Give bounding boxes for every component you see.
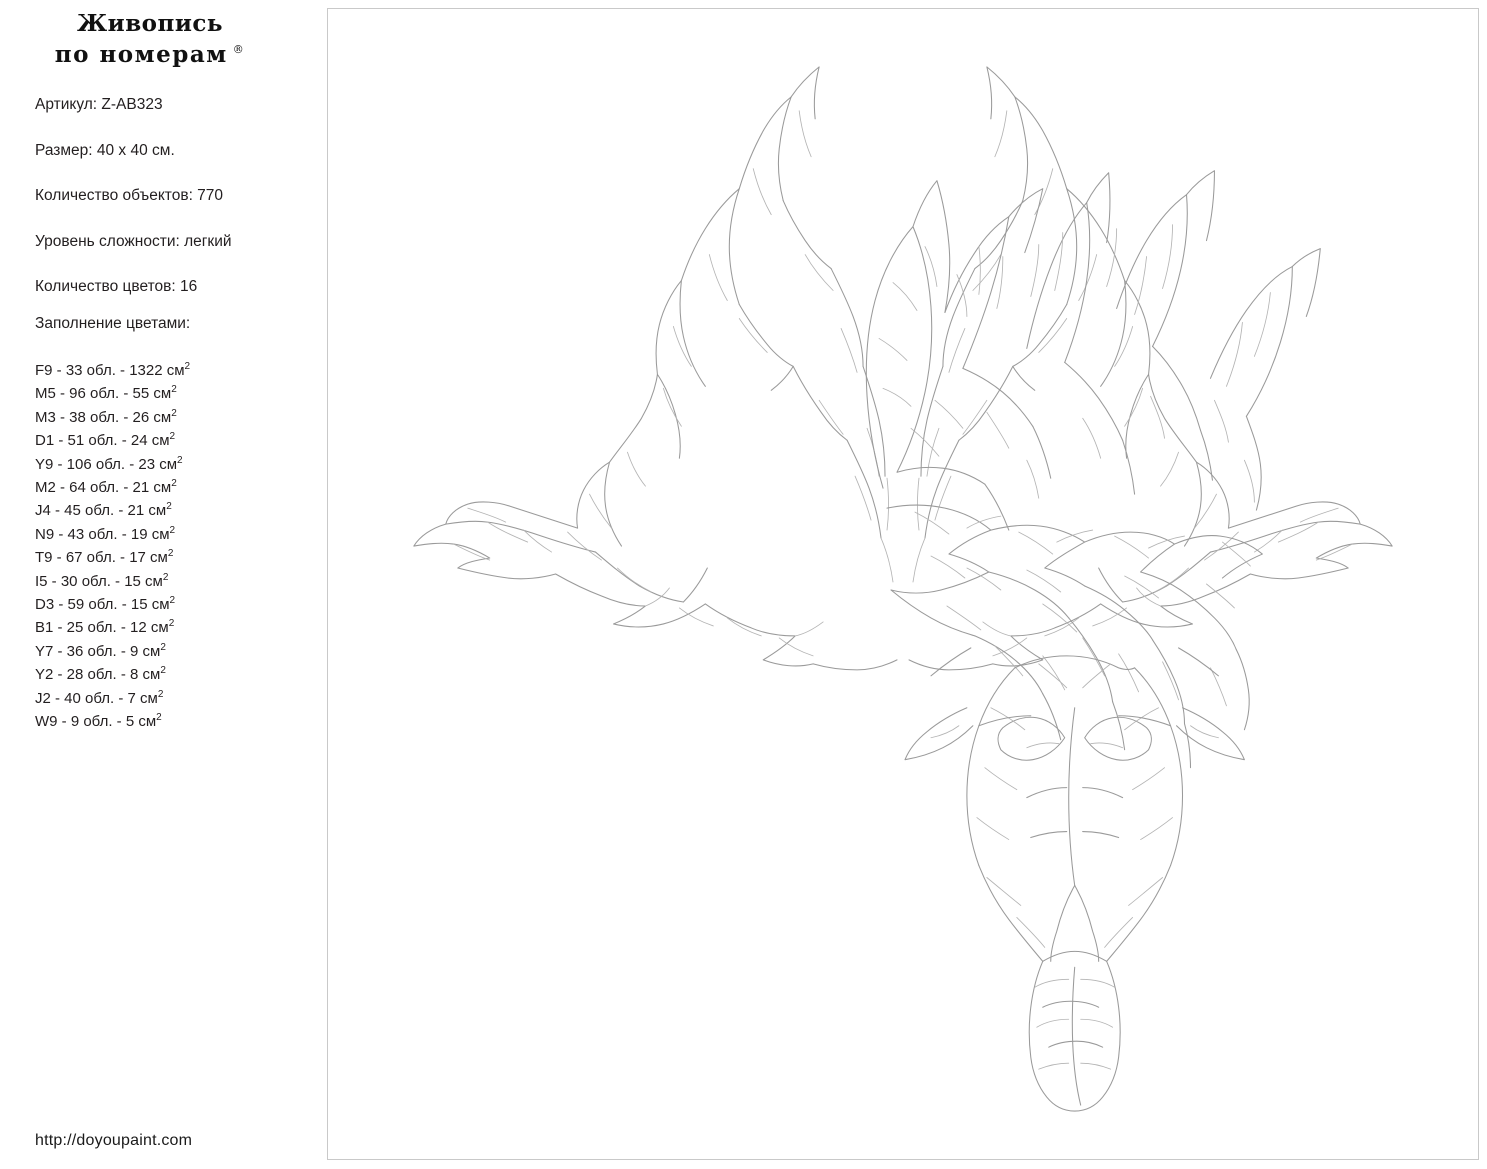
deer-skull-outline-drawing bbox=[328, 9, 1478, 1159]
color-legend-item bbox=[35, 497, 305, 520]
color-legend-item bbox=[35, 357, 305, 380]
color-legend-text: M5 - 96 обл. - 55 см bbox=[35, 385, 172, 403]
right-antler-outline bbox=[909, 67, 1392, 670]
color-legend-text: W9 - 9 обл. - 5 см bbox=[35, 713, 157, 731]
left-antler-outline bbox=[414, 67, 897, 670]
color-legend-text: Y7 - 36 обл. - 9 см bbox=[35, 642, 161, 660]
meta-object-count: Количество объектов: 770 bbox=[35, 187, 224, 204]
color-legend-exponent: 2 bbox=[177, 454, 183, 466]
color-legend-item bbox=[35, 451, 305, 474]
brand-line-2 bbox=[0, 39, 300, 70]
color-legend-text: T9 - 67 обл. - 17 см bbox=[35, 549, 168, 567]
color-legend-text: D3 - 59 обл. - 15 см bbox=[35, 596, 170, 614]
color-legend-text: D1 - 51 обл. - 24 см bbox=[35, 432, 170, 450]
color-legend-exponent: 2 bbox=[162, 571, 169, 583]
color-legend-text: N9 - 43 обл. - 19 см bbox=[35, 525, 170, 543]
color-legend-exponent: 2 bbox=[171, 407, 177, 419]
color-legend-text: Y9 - 106 обл. - 23 см bbox=[35, 455, 178, 473]
brand-line-1: Живопись bbox=[76, 10, 224, 37]
color-legend-text: M2 - 64 обл. - 21 см bbox=[35, 479, 172, 497]
deer-skull-outline bbox=[967, 656, 1183, 1111]
color-legend-exponent: 2 bbox=[171, 384, 177, 396]
color-legend-item bbox=[35, 404, 305, 427]
color-legend-exponent: 2 bbox=[160, 641, 166, 653]
color-legend-list bbox=[35, 357, 305, 732]
registered-mark: ® bbox=[232, 43, 246, 57]
color-legend-exponent: 2 bbox=[167, 548, 174, 560]
color-legend-exponent: 2 bbox=[156, 712, 162, 724]
color-legend-text: Y2 - 28 обл. - 8 см bbox=[35, 666, 161, 684]
color-legend-item bbox=[35, 427, 305, 450]
outline-canvas bbox=[327, 8, 1479, 1160]
color-legend-text: M3 - 38 обл. - 26 см bbox=[35, 408, 172, 426]
color-legend-item bbox=[35, 708, 305, 731]
color-legend-item bbox=[35, 614, 305, 637]
color-legend-item bbox=[35, 380, 305, 403]
color-legend-text: I5 - 30 обл. - 15 см bbox=[35, 572, 163, 590]
color-legend-exponent: 2 bbox=[166, 501, 172, 513]
color-legend-item bbox=[35, 474, 305, 497]
brand-line-2-text: по номерам bbox=[54, 41, 228, 69]
meta-size: Размер: 40 x 40 см. bbox=[35, 141, 175, 159]
product-meta-list bbox=[35, 97, 315, 325]
meta-article: Артикул: Z-AB323 bbox=[35, 96, 163, 113]
color-legend-exponent: 2 bbox=[168, 618, 175, 630]
color-legend-exponent: 2 bbox=[157, 688, 164, 700]
color-legend-item bbox=[35, 591, 305, 614]
color-legend-exponent: 2 bbox=[169, 431, 176, 443]
color-legend-exponent: 2 bbox=[169, 524, 176, 536]
color-legend-item bbox=[35, 685, 305, 708]
info-panel bbox=[0, 0, 320, 1169]
color-legend-item bbox=[35, 568, 305, 591]
color-legend-text: J2 - 40 обл. - 7 см bbox=[35, 689, 158, 707]
color-legend-exponent: 2 bbox=[160, 665, 166, 677]
color-legend-text: J4 - 45 обл. - 21 см bbox=[35, 502, 167, 520]
color-legend-exponent: 2 bbox=[169, 595, 176, 607]
color-legend-item bbox=[35, 661, 305, 684]
color-legend-exponent: 2 bbox=[184, 361, 191, 372]
meta-color-count: Количество цветов: 16 bbox=[35, 278, 198, 295]
color-legend-item bbox=[35, 638, 305, 661]
color-legend-exponent: 2 bbox=[171, 478, 177, 490]
color-legend-text: F9 - 33 обл. - 1322 см bbox=[35, 362, 185, 379]
lower-leaves-outline bbox=[905, 648, 1244, 760]
color-fill-heading: Заполнение цветами: bbox=[35, 315, 191, 332]
color-legend-text: B1 - 25 обл. - 12 см bbox=[35, 619, 169, 637]
brand-logo bbox=[0, 8, 300, 70]
color-legend-item bbox=[35, 521, 305, 544]
website-url[interactable]: http://doyoupaint.com bbox=[35, 1132, 193, 1149]
color-legend-item bbox=[35, 544, 305, 567]
meta-difficulty: Уровень сложности: легкий bbox=[35, 232, 232, 250]
